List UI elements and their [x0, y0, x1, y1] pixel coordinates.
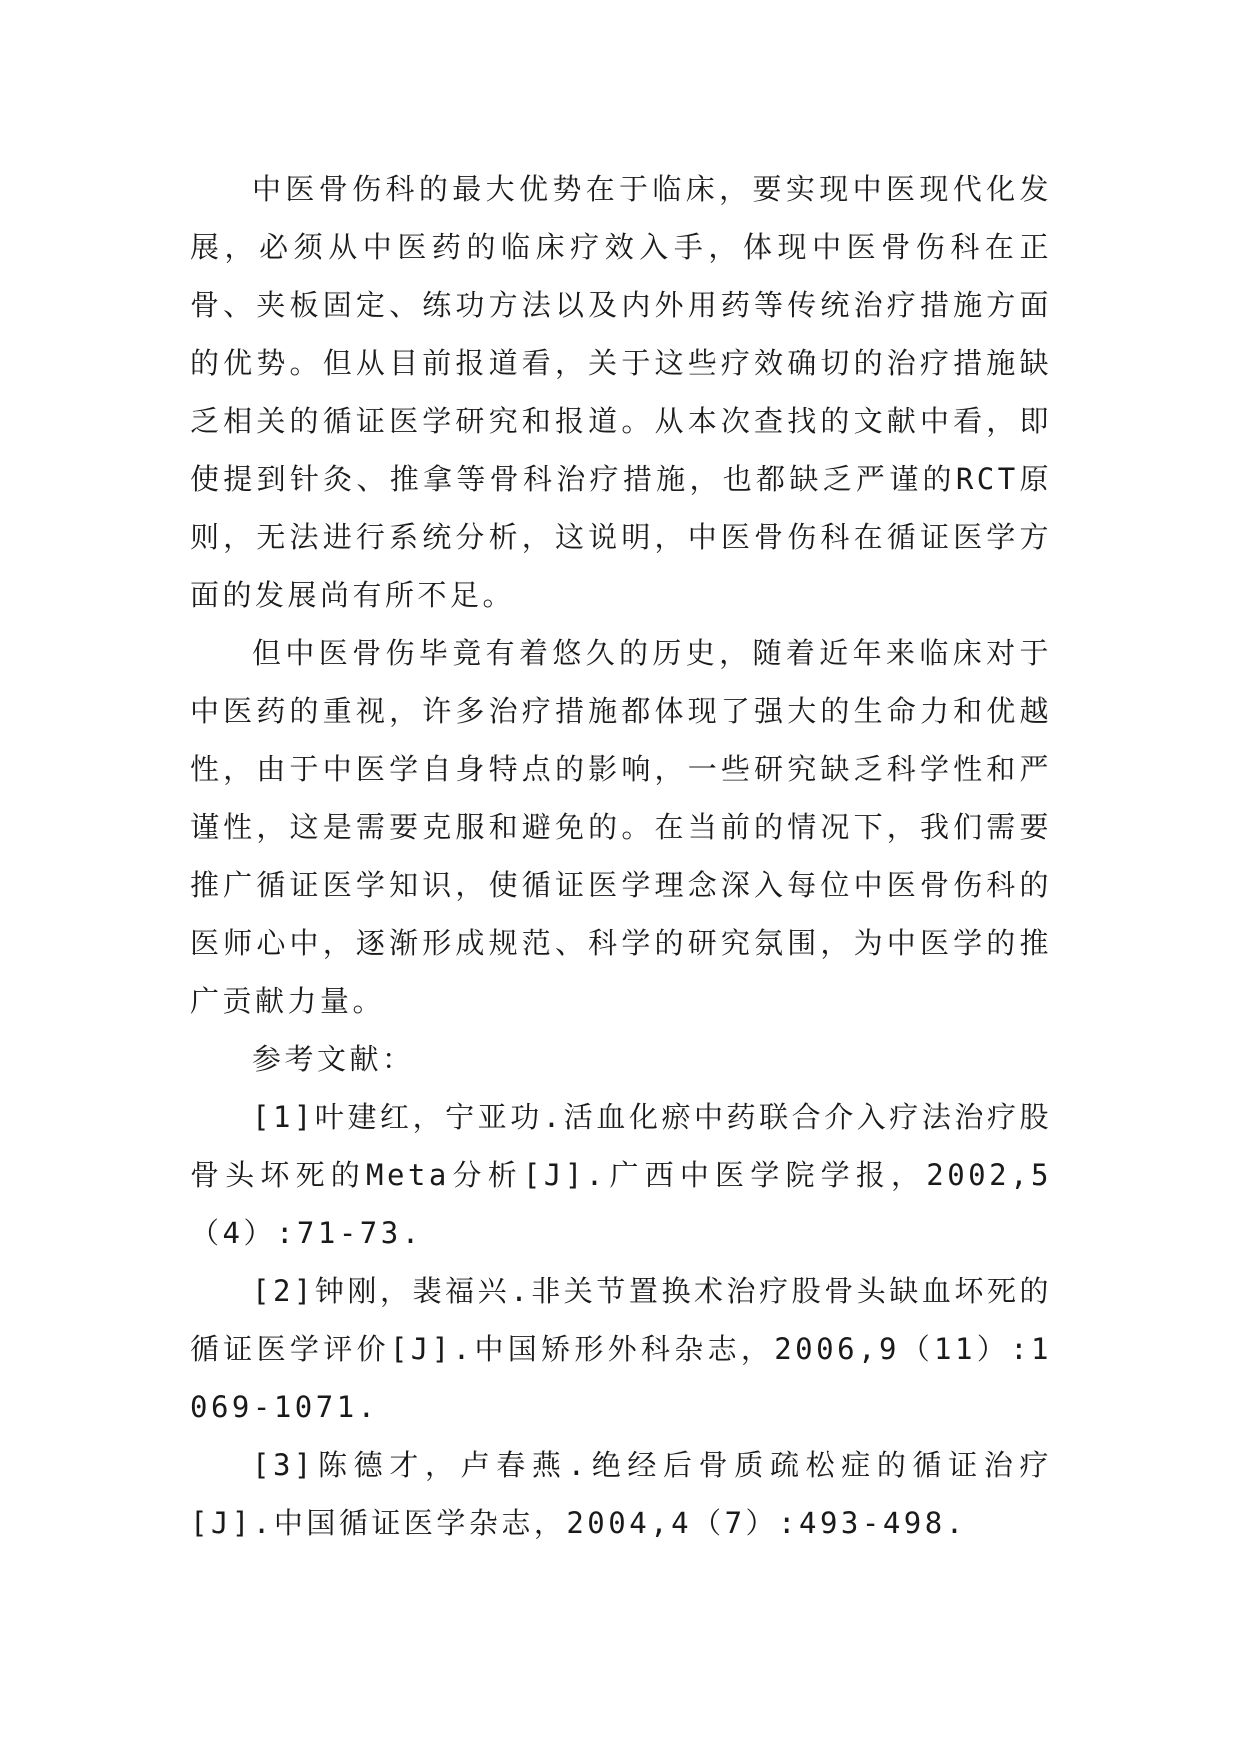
- reference-3: [3]陈德才，卢春燕.绝经后骨质疏松症的循证治疗[J].中国循证医学杂志，2004,4（7）:493-498.: [190, 1448, 1052, 1540]
- reference-2: [2]钟刚，裴福兴.非关节置换术治疗股骨头缺血坏死的循证医学评价[J].中国矫形外科杂志，2006,9（11）:1069-1071.: [190, 1274, 1052, 1424]
- references-heading: 参考文献：: [252, 1042, 415, 1076]
- body-paragraph-1: 中医骨伤科的最大优势在于临床，要实现中医现代化发展，必须从中医药的临床疗效入手，体现中医骨伤科在正骨、夹板固定、练功方法以及内外用药等传统治疗措施方面的优势。但从目前报道看，关于这些疗效确切的治疗措施缺乏相关的循证医学研究和报道。从本次查找的文献中看，即使提到针灸、推拿等骨科治疗措施，也都缺乏严谨的RCT原则，无法进行系统分析，这说明，中医骨伤科在循证医学方面的发展尚有所不足。: [190, 172, 1052, 612]
- reference-1: [1]叶建红，宁亚功.活血化瘀中药联合介入疗法治疗股骨头坏死的Meta分析[J].广西中医学院学报，2002,5（4）:71-73.: [190, 1100, 1052, 1250]
- body-paragraph-2: 但中医骨伤毕竟有着悠久的历史，随着近年来临床对于中医药的重视，许多治疗措施都体现了强大的生命力和优越性，由于中医学自身特点的影响，一些研究缺乏科学性和严谨性，这是需要克服和避免的。在当前的情况下，我们需要推广循证医学知识，使循证医学理念深入每位中医骨伤科的医师心中，逐渐形成规范、科学的研究氛围，为中医学的推广贡献力量。: [190, 636, 1052, 1018]
- document-body: [190, 160, 1052, 1552]
